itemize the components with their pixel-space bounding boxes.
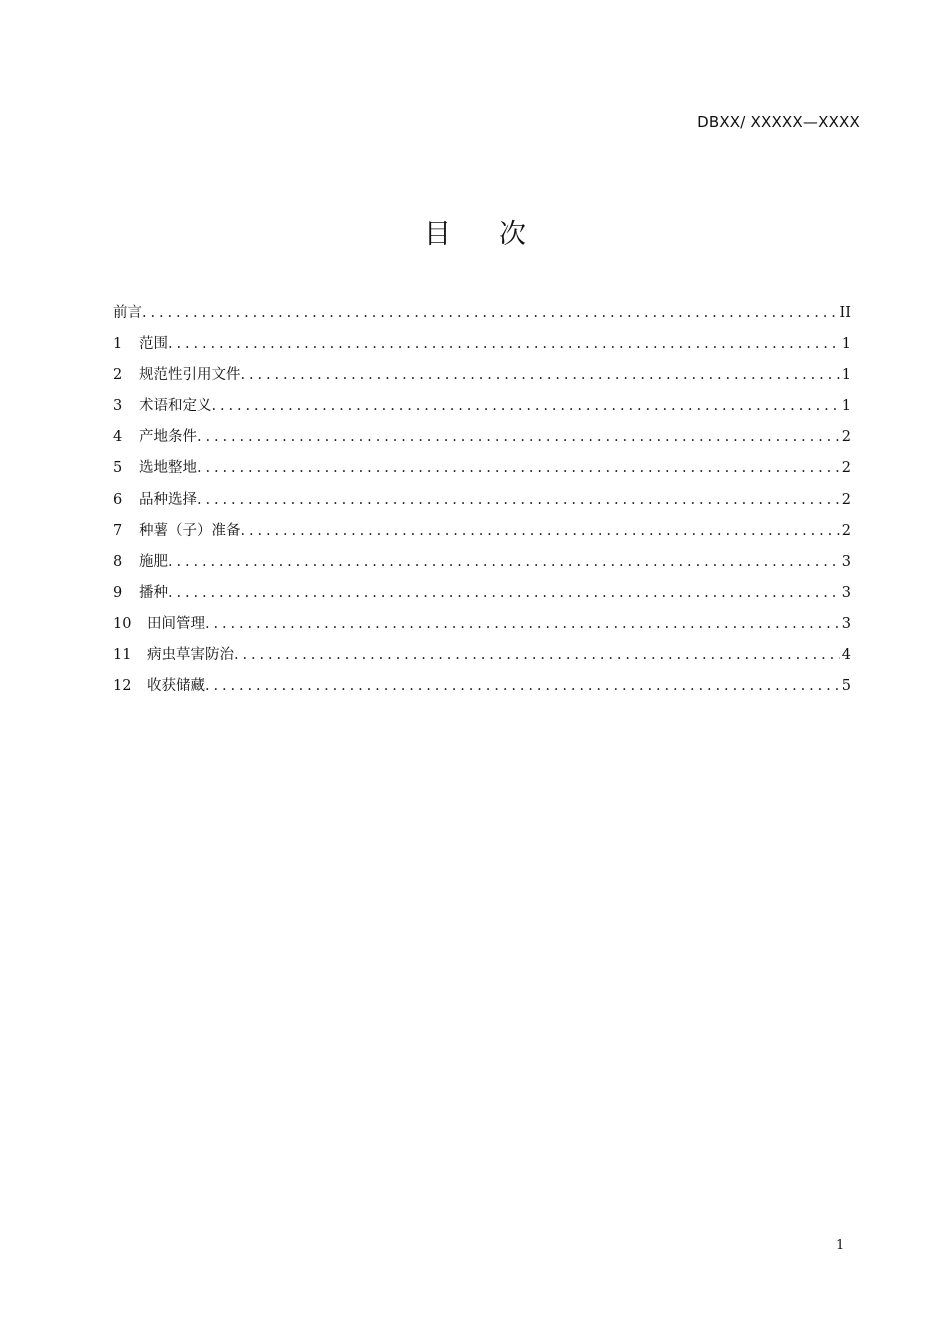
toc-entry-4[interactable] <box>113 424 851 455</box>
toc-entry-page: 2 <box>841 429 851 446</box>
toc-entry-page: 4 <box>841 647 851 664</box>
toc-entry-label: 选地整地 <box>139 460 197 477</box>
toc-entry-number: 3 <box>113 398 123 415</box>
toc-entry-8[interactable] <box>113 549 851 580</box>
table-of-contents <box>113 300 851 704</box>
toc-entry-label: 播种 <box>139 584 168 601</box>
toc-entry-page: 2 <box>841 460 851 477</box>
dot-leader <box>197 455 840 481</box>
toc-entry-number: 9 <box>113 584 123 601</box>
toc-entry-2[interactable] <box>113 362 851 393</box>
dot-leader <box>234 642 840 668</box>
toc-entry-page: 2 <box>841 491 851 508</box>
toc-entry-page: 3 <box>841 553 851 570</box>
toc-entry-number: 7 <box>113 522 123 539</box>
toc-title <box>0 212 950 251</box>
dot-leader <box>205 611 840 637</box>
toc-entry-number: 12 <box>113 678 132 695</box>
toc-entry-12[interactable] <box>113 673 851 704</box>
toc-entry-foreword[interactable] <box>113 300 851 331</box>
toc-entry-7[interactable] <box>113 518 851 549</box>
dot-leader <box>205 673 840 699</box>
toc-entry-page: 1 <box>841 367 851 384</box>
toc-entry-number: 6 <box>113 491 123 508</box>
toc-title-char-2: 次 <box>499 219 526 250</box>
toc-entry-5[interactable] <box>113 455 851 486</box>
toc-entry-number: 5 <box>113 460 123 477</box>
toc-entry-number: 10 <box>113 615 132 632</box>
toc-entry-number: 2 <box>113 367 123 384</box>
toc-entry-page: 3 <box>841 615 851 632</box>
dot-leader <box>142 300 838 326</box>
toc-entry-number: 1 <box>113 336 123 353</box>
toc-entry-label: 范围 <box>139 336 168 353</box>
toc-entry-3[interactable] <box>113 393 851 424</box>
toc-entry-9[interactable] <box>113 580 851 611</box>
toc-entry-page: II <box>839 305 851 321</box>
toc-entry-label: 品种选择 <box>139 491 197 508</box>
toc-entry-10[interactable] <box>113 611 851 642</box>
toc-entry-label: 施肥 <box>139 553 168 570</box>
toc-entry-label: 田间管理 <box>147 615 205 632</box>
toc-entry-label: 规范性引用文件 <box>139 367 241 384</box>
toc-entry-number: 11 <box>113 647 132 664</box>
document-code: DBXX/ XXXXX—XXXX <box>697 113 860 131</box>
toc-entry-page: 1 <box>841 336 851 353</box>
toc-entry-page: 3 <box>841 584 851 601</box>
toc-entry-label: 产地条件 <box>139 429 197 446</box>
dot-leader <box>168 549 840 575</box>
dot-leader <box>168 580 840 606</box>
dot-leader <box>241 518 840 544</box>
toc-entry-11[interactable] <box>113 642 851 673</box>
page-number: 1 <box>836 1238 845 1253</box>
toc-entry-page: 1 <box>841 398 851 415</box>
toc-entry-label: 术语和定义 <box>139 398 212 415</box>
toc-entry-page: 5 <box>841 678 851 695</box>
toc-entry-label: 种薯（子）准备 <box>139 522 241 539</box>
toc-entry-number: 4 <box>113 429 123 446</box>
dot-leader <box>241 362 840 388</box>
toc-entry-label: 收获储藏 <box>147 678 205 695</box>
dot-leader <box>197 487 840 513</box>
toc-entry-page: 2 <box>841 522 851 539</box>
dot-leader <box>212 393 840 419</box>
dot-leader <box>197 424 840 450</box>
toc-entry-1[interactable] <box>113 331 851 362</box>
toc-entry-label: 前言 <box>113 305 142 321</box>
toc-entry-number: 8 <box>113 553 123 570</box>
toc-entry-6[interactable] <box>113 487 851 518</box>
toc-title-char-1: 目 <box>424 219 451 250</box>
toc-entry-label: 病虫草害防治 <box>147 647 234 664</box>
dot-leader <box>168 331 840 357</box>
